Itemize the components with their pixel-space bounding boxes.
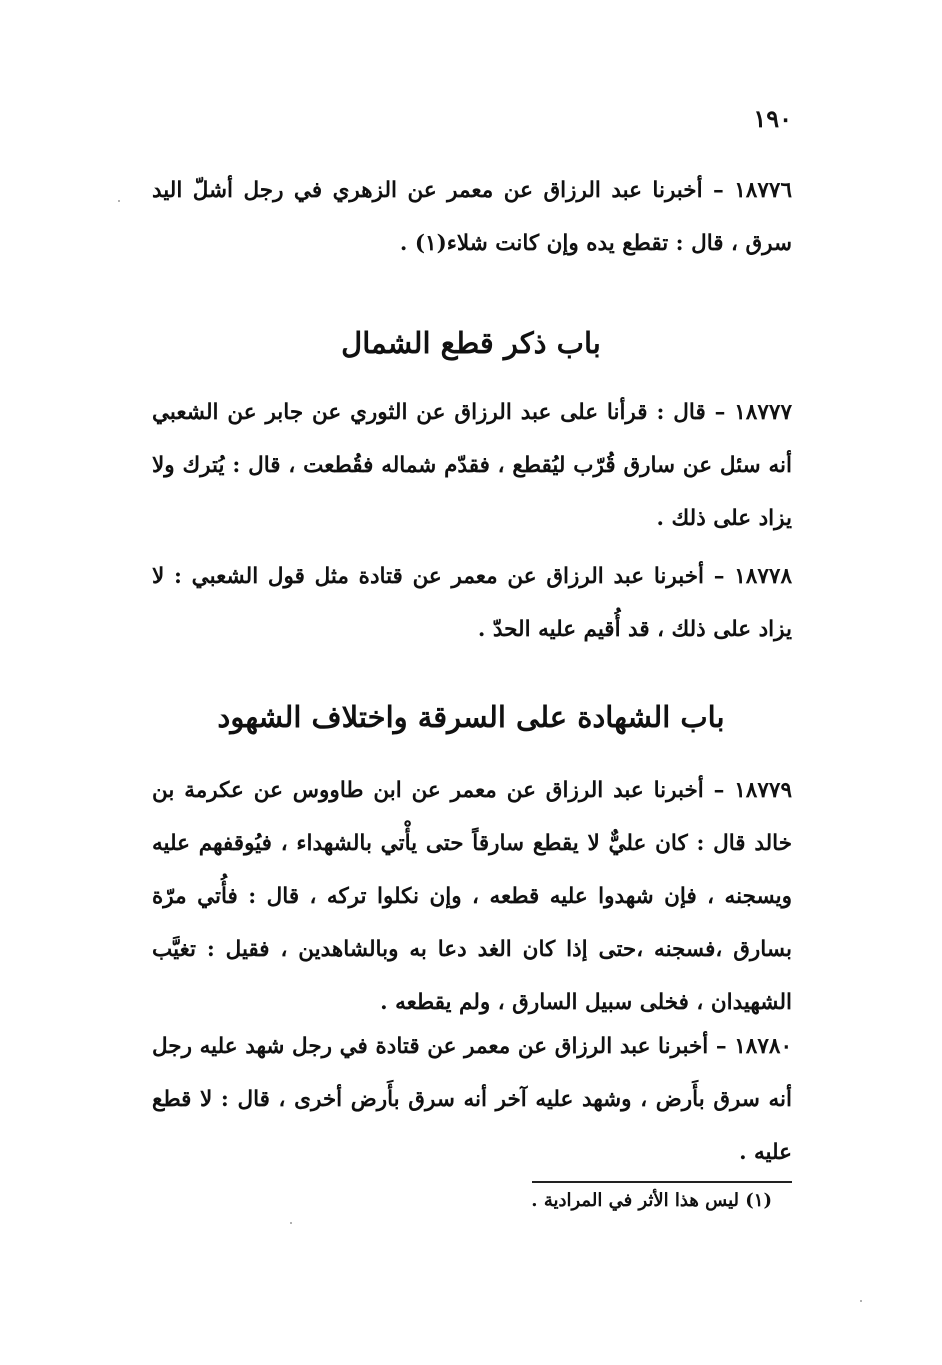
scan-speck bbox=[118, 200, 120, 202]
scan-speck bbox=[290, 1222, 292, 1224]
footnote-divider bbox=[532, 1181, 792, 1183]
hadith-18780-text: ١٨٧٨٠ – أخبرنا عبد الرزاق عن معمر عن قتادة في رجل شهد عليه رجل أنه سرق بأَرض ، وشهد عليه آخر أنه سرق بأَرض أخرى ، قال : لا قطع عليه . bbox=[152, 1034, 792, 1165]
section-heading-left-hand: باب ذكر قطع الشمال bbox=[341, 326, 601, 360]
hadith-18778-text: ١٨٧٧٨ – أخبرنا عبد الرزاق عن معمر عن قتادة مثل قول الشعبي : لا يزاد على ذلك ، قد أُقيم عليه الحدّ . bbox=[152, 564, 792, 642]
hadith-18778 bbox=[152, 550, 792, 656]
hadith-18779 bbox=[152, 764, 792, 1029]
hadith-18776 bbox=[152, 164, 792, 270]
hadith-18777-text: ١٨٧٧٧ – قال : قرأنا على عبد الرزاق عن الثوري عن جابر عن الشعبي أنه سئل عن سارق قُرّب ليُقطع ، فقدّم شماله فقُطعت ، قال : يُترك ولا يزاد على ذلك . bbox=[152, 400, 792, 531]
hadith-18777 bbox=[152, 386, 792, 545]
hadith-18780 bbox=[152, 1020, 792, 1179]
page-number: ١٩٠ bbox=[753, 104, 792, 133]
scan-speck bbox=[860, 1300, 862, 1302]
footnote: (١) ليس هذا الأثر في المرادية . bbox=[531, 1190, 772, 1211]
hadith-18779-text: ١٨٧٧٩ – أخبرنا عبد الرزاق عن معمر عن ابن طاووس عن عكرمة بن خالد قال : كان عليٌّ لا يقطع سارقاً حتى يأْتي بالشهداء ، فيُوقفهم عليه ويسجنه ، فإن شهدوا عليه قطعه ، وإن نكلوا تركه ، قال : فأُتي مرّة بسارق ،فسجنه ،حتى إذا كان الغد دعا به وبالشاهدين ، فقيل : تغيَّب الشهيدان ، فخلى سبيل السارق ، ولم يقطعه . bbox=[152, 778, 792, 1015]
section-heading-testimony: باب الشهادة على السرقة واختلاف الشهود bbox=[217, 700, 725, 734]
hadith-18776-text: ١٨٧٧٦ – أخبرنا عبد الرزاق عن معمر عن الزهري في رجل أشلّ اليد سرق ، قال : تقطع يده وإن كانت شلاء(١) . bbox=[152, 178, 792, 256]
